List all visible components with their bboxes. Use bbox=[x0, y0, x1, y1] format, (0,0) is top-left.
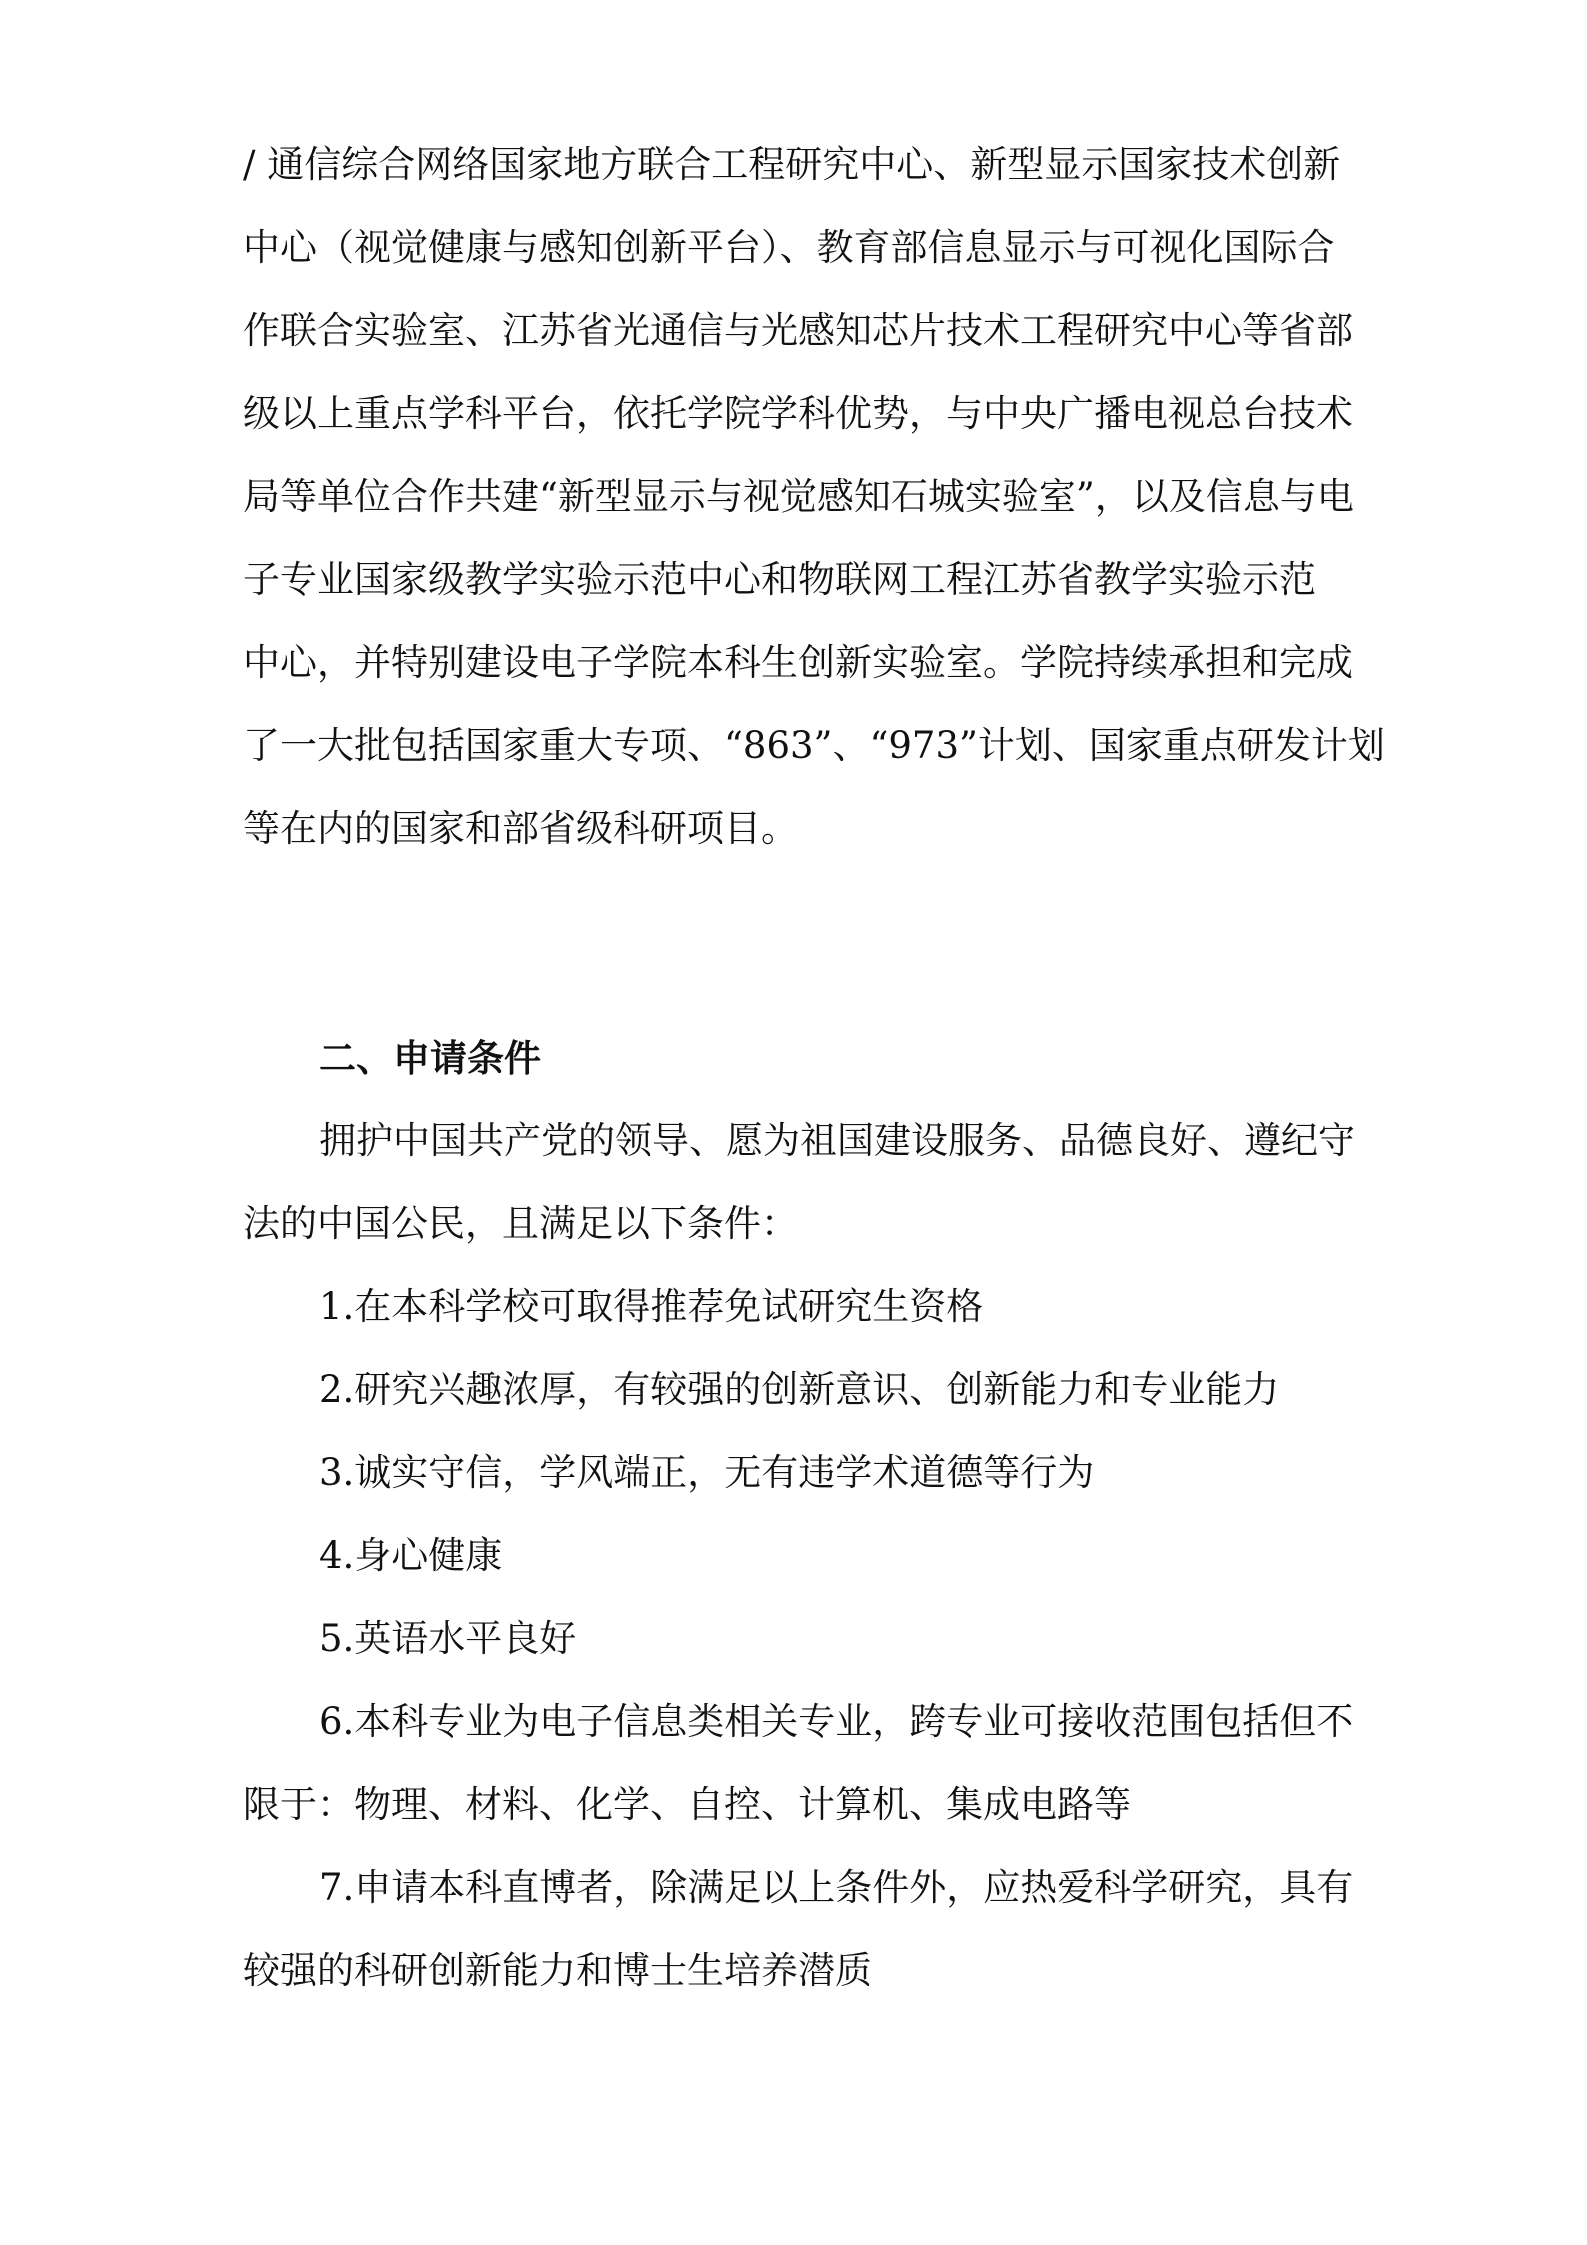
intro-line-2: 中心（视觉健康与感知创新平台）、教育部信息显示与可视化国际合 bbox=[243, 226, 1335, 269]
intro-line-8: 了一大批包括国家重大专项、“863”、“973”计划、国家重点研发计划 bbox=[243, 724, 1385, 767]
conditions-intro-line-1: 拥护中国共产党的领导、愿为祖国建设服务、品德良好、遵纪守 bbox=[319, 1119, 1355, 1162]
condition-item-2: 2.研究兴趣浓厚，有较强的创新意识、创新能力和专业能力 bbox=[319, 1368, 1280, 1411]
intro-line-4: 级以上重点学科平台，依托学院学科优势，与中央广播电视总台技术 bbox=[243, 392, 1353, 435]
intro-line-9: 等在内的国家和部省级科研项目。 bbox=[243, 807, 798, 850]
condition-item-5: 5.英语水平良好 bbox=[319, 1617, 577, 1660]
intro-line-7: 中心，并特别建设电子学院本科生创新实验室。学院持续承担和完成 bbox=[243, 641, 1353, 684]
condition-item-4: 4.身心健康 bbox=[319, 1534, 503, 1577]
section-heading: 二、申请条件 bbox=[319, 1036, 541, 1080]
condition-item-3: 3.诚实守信，学风端正，无有违学术道德等行为 bbox=[319, 1451, 1095, 1494]
condition-item-1: 1.在本科学校可取得推荐免试研究生资格 bbox=[319, 1285, 984, 1328]
intro-line-3: 作联合实验室、江苏省光通信与光感知芯片技术工程研究中心等省部 bbox=[243, 309, 1353, 352]
intro-line-5: 局等单位合作共建“新型显示与视觉感知石城实验室”，以及信息与电 bbox=[243, 475, 1354, 518]
conditions-intro-line-2: 法的中国公民，且满足以下条件： bbox=[243, 1202, 798, 1245]
condition-item-6-line-2: 限于：物理、材料、化学、自控、计算机、集成电路等 bbox=[243, 1783, 1131, 1826]
condition-item-7-line-1: 7.申请本科直博者，除满足以上条件外，应热爱科学研究，具有 bbox=[319, 1866, 1354, 1909]
intro-line-1: / 通信综合网络国家地方联合工程研究中心、新型显示国家技术创新 bbox=[243, 143, 1341, 186]
condition-item-6-line-1: 6.本科专业为电子信息类相关专业，跨专业可接收范围包括但不 bbox=[319, 1700, 1354, 1743]
condition-item-7-line-2: 较强的科研创新能力和博士生培养潜质 bbox=[243, 1949, 872, 1992]
intro-line-6: 子专业国家级教学实验示范中心和物联网工程江苏省教学实验示范 bbox=[243, 558, 1316, 601]
